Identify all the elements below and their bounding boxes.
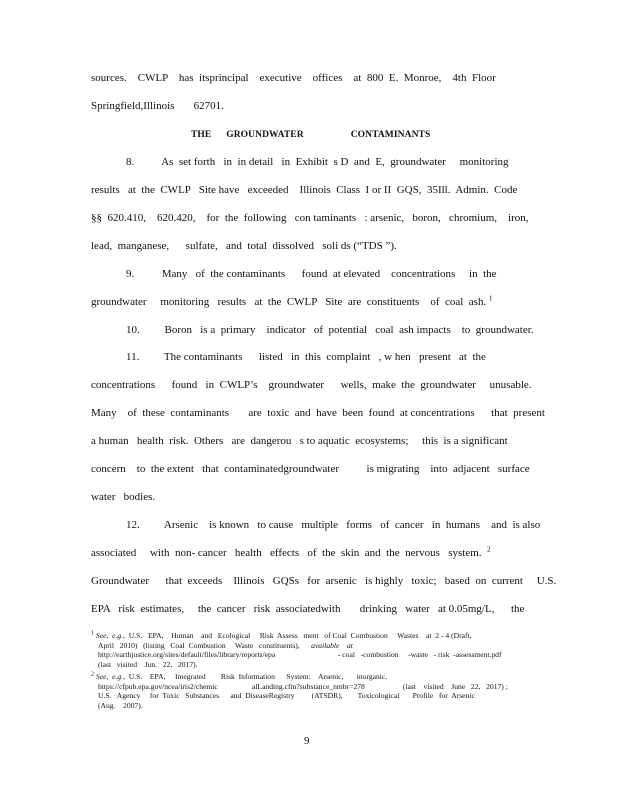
footnote-ref-2[interactable]: 2 (487, 545, 491, 554)
footnote-1-text: April 2010) (listing Coal Combustion Waste constituents), (98, 640, 300, 650)
body-line: concentrations found in CWLP’s groundwater wells, make the groundwater unusable. (91, 379, 532, 391)
footnote-2-text: U.S. Agency for Toxic Substances and DiseaseRegistry (ATSDR), Toxicological Profile for Arsenic (98, 691, 475, 701)
footnote-1-text: , U.S. EPA, Human and Ecological Risk Assess ment of Coal Combustion Wastes at 2 - 4 (Draft, (123, 631, 472, 640)
body-line: Groundwater that exceeds Illinois GQSs for arsenic is highly toxic; based on current U.S. (91, 575, 557, 587)
body-line: Many of these contaminants are toxic and have been found at concentrations that present (91, 407, 545, 419)
footnote-1 (91, 631, 511, 669)
body-line: a human health risk. Others are dangerou s to aquatic ecosystems; this is a significant (91, 435, 508, 447)
paragraph-9-line: 9. Many of the contaminants found at elevated concentrations in the (126, 268, 497, 280)
footnote-1-text: (last visited Jun. 22, 2017). (98, 659, 198, 669)
footnote-1-mark: 1 (91, 630, 94, 637)
section-heading: THE GROUNDWATER CONTAMINANTS (191, 130, 431, 140)
body-line: lead, manganese, sulfate, and total dissolved soli ds (“TDS ”). (91, 240, 397, 252)
body-line-text: associated with non- cancer health effects of the skin and the nervous system. (91, 547, 482, 559)
body-line: sources. CWLP has itsprincipal executive offices at 800 E. Monroe, 4th Floor (91, 72, 496, 84)
footnote-1-available: available at (311, 640, 353, 650)
footnote-2-eg: e.g. (112, 672, 124, 681)
footnote-1-eg: e.g. (112, 631, 124, 640)
body-line-text: groundwater monitoring results at the CWLP Site are constituents of coal ash. (91, 296, 487, 308)
page-number: 9 (304, 735, 310, 747)
footnote-2-text: , U.S. EPA, Integrated Risk Information System: Arsenic, inorganic, (123, 672, 388, 681)
footnote-2 (91, 672, 511, 710)
footnote-2-see: See, (95, 672, 109, 681)
body-line: water bodies. (91, 491, 156, 503)
footnote-2-link[interactable]: https://cfpub.epa.gov/ncea/iris2/chemic alLanding.cfm?substance_nmbr=278 (last visited June 22, 2017) ; (98, 681, 508, 691)
footnote-ref-1[interactable]: 1 (488, 294, 493, 303)
body-line-with-footnote (91, 296, 492, 309)
paragraph-10-line: 10. Boron is a primary indicator of potential coal ash impacts to groundwater. (126, 324, 534, 336)
body-line: results at the CWLP Site have exceeded Illinois Class I or II GQS, 35Ill. Admin. Code (91, 184, 518, 196)
footnote-1-see: See, (95, 631, 109, 640)
paragraph-11-line: 11. The contaminants listed in this complaint , w hen present at the (126, 351, 486, 363)
footnote-2-mark: 2 (91, 671, 94, 678)
body-line-with-footnote (91, 547, 491, 560)
footnote-1-link[interactable]: http://earthjustice.org/sites/default/files/library/reports/epa - coal -combustion -waste - risk -assessment.pdf (98, 650, 502, 660)
footnote-2-text: (Aug. 2007). (98, 700, 143, 710)
body-line: §§ 620.410, 620.420, for the following con taminants : arsenic, boron, chromium, iron, (91, 212, 529, 224)
paragraph-8-line: 8. As set forth in in detail in Exhibit s D and E, groundwater monitoring (126, 156, 509, 168)
body-line: Springfield,Illinois 62701. (91, 100, 224, 112)
paragraph-12-line: 12. Arsenic is known to cause multiple forms of cancer in humans and is also (126, 519, 541, 531)
body-line: concern to the extent that contaminatedgroundwater is migrating into adjacent surface (91, 463, 530, 475)
body-line: EPA risk estimates, the cancer risk associatedwith drinking water at 0.05mg/L, the (91, 603, 525, 615)
